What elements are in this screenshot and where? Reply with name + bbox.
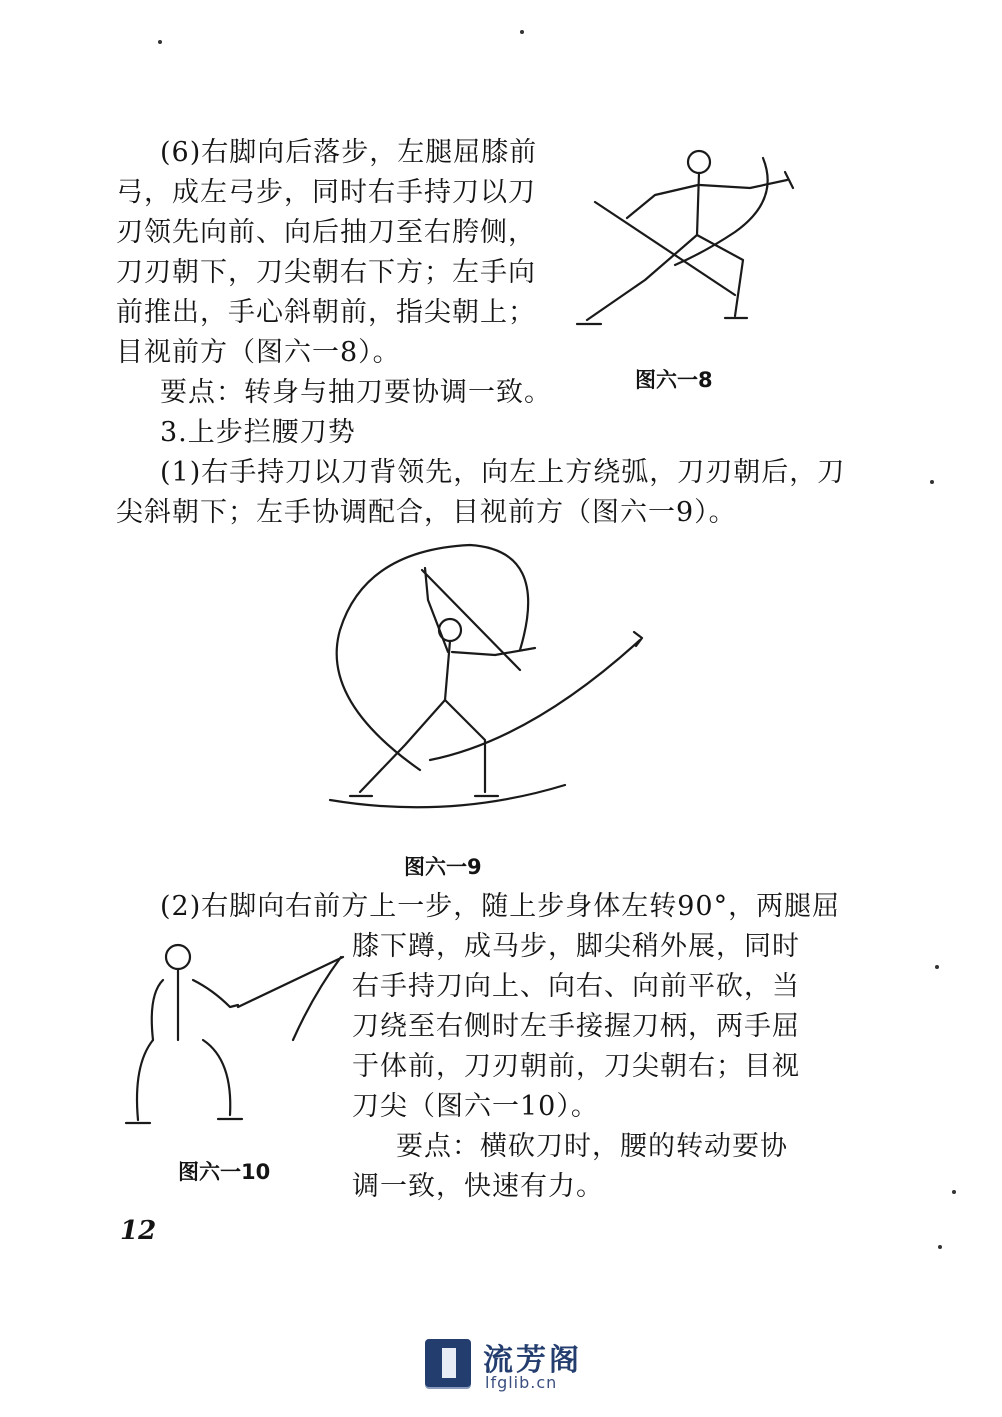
- scan-speck: [158, 40, 162, 44]
- section-heading: 3.上步拦腰刀势: [160, 417, 356, 448]
- text-line-13: 右手持刀向上、向右、向前平砍，当: [352, 971, 800, 1002]
- figure-caption-6-8: 图六一8: [635, 368, 713, 392]
- text-line-18: 调一致，快速有力。: [352, 1171, 604, 1202]
- watermark-name: 流芳阁: [483, 1343, 582, 1378]
- scan-speck: [520, 30, 524, 34]
- text-line-2: 弓，成左弓步，同时右手持刀以刀: [116, 177, 536, 208]
- text-line-1: (6)右脚向后落步，左腿屈膝前: [160, 137, 538, 168]
- text-line-5: 前推出，手心斜朝前，指尖朝上；: [116, 297, 536, 328]
- text-line-9: (1)右手持刀以刀背领先，向左上方绕弧，刀刃朝后，刀: [160, 457, 846, 488]
- text-line-16: 刀尖（图六一10）。: [352, 1091, 599, 1122]
- scan-speck: [935, 965, 939, 969]
- scan-speck: [938, 1245, 942, 1249]
- text-line-17: 要点：横砍刀时，腰的转动要协: [396, 1131, 788, 1162]
- book-icon: [425, 1339, 471, 1387]
- martial-arts-figure-circle-sword-icon: [310, 530, 660, 830]
- text-line-11: (2)右脚向右前方上一步，随上步身体左转90°，两腿屈: [160, 891, 841, 922]
- text-line-15: 于体前，刀刃朝前，刀尖朝右；目视: [352, 1051, 800, 1082]
- watermark-url: lfglib.cn: [485, 1373, 558, 1392]
- text-line-14: 刀绕至右侧时左手接握刀柄，两手屈: [352, 1011, 800, 1042]
- watermark-logo: [425, 1335, 595, 1395]
- scan-speck: [952, 1190, 956, 1194]
- text-line-7: 要点：转身与抽刀要协调一致。: [160, 377, 552, 408]
- scan-speck: [930, 480, 934, 484]
- text-line-12: 膝下蹲，成马步，脚尖稍外展，同时: [352, 931, 800, 962]
- text-line-4: 刀刃朝下，刀尖朝右下方；左手向: [116, 257, 536, 288]
- text-line-3: 刃领先向前、向后抽刀至右胯侧，: [116, 217, 536, 248]
- martial-arts-figure-bow-stance-icon: [565, 140, 805, 340]
- text-line-6: 目视前方（图六一8）。: [116, 337, 401, 368]
- text-line-10: 尖斜朝下；左手协调配合，目视前方（图六一9）。: [116, 497, 737, 528]
- figure-caption-6-10: 图六一10: [178, 1160, 271, 1184]
- figure-caption-6-9: 图六一9: [404, 855, 482, 879]
- martial-arts-figure-horse-stance-icon: [118, 935, 358, 1135]
- page-number: 12: [120, 1216, 157, 1246]
